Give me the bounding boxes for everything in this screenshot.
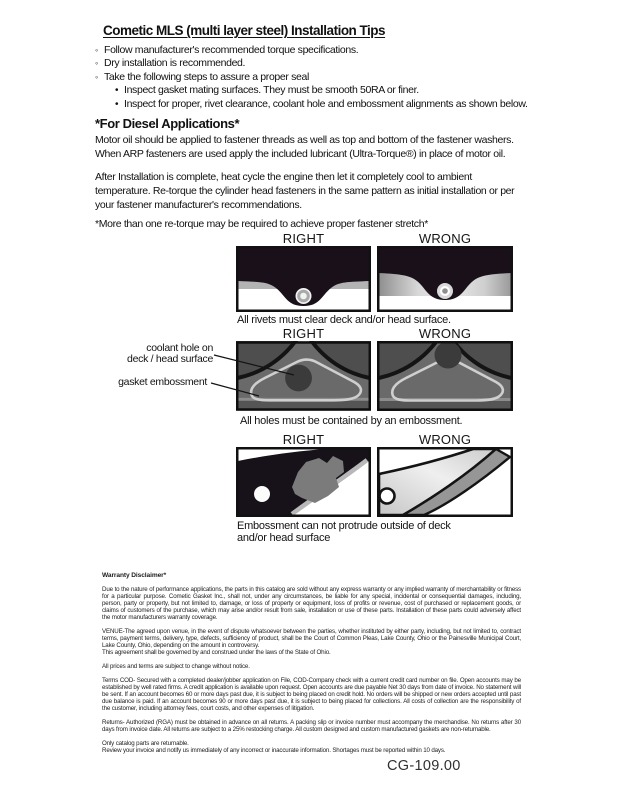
coolant-hole <box>435 342 462 369</box>
legal-paragraph: Review your invoice and notify us immediately of any incorrect or inaccurate information. Shortages must be reported within 10 days. <box>102 747 446 754</box>
tip-text: Follow manufacturer's recommended torque specifications. <box>104 44 359 56</box>
tip-text: Dry installation is recommended. <box>104 57 246 70</box>
coolant-hole <box>285 365 312 392</box>
embossment-right-diagram <box>236 447 371 517</box>
bolt-hole <box>254 486 270 502</box>
rivet-interference-illustration <box>377 246 513 312</box>
legal-paragraph: Only catalog parts are returnable. <box>102 740 189 747</box>
wrong-label: WRONG <box>418 326 472 341</box>
rivet-caption: All rivets must clear deck and/or head surface. <box>237 314 451 326</box>
coolant-hole-label: coolant hole on deck / head surface <box>127 342 213 366</box>
tip-text: Inspect for proper, rivet clearance, coolant hole and embossment alignments as shown below. <box>124 97 528 110</box>
coolant-hole-contained-illustration <box>236 341 371 411</box>
diesel-applications-heading: *For Diesel Applications* <box>95 116 240 131</box>
wrong-label: WRONG <box>418 432 472 447</box>
bullet-icon: ◦ <box>95 58 98 69</box>
bullet-icon: ◦ <box>95 71 98 82</box>
embossment-inside-illustration <box>236 447 371 517</box>
list-item <box>115 84 535 97</box>
legal-paragraph: Due to the nature of performance applications, the parts in this catalog are sold without any express warranty or any implied warranty of merchantability or fitness for a particular purpose. Cometic Gasket Inc., shall not, under any circumstances, be liable for any special, incidental or consequential damages, including, person, party or property, but not limited to, damage, or loss of property or equipment, loss of profits or revenue, cost of purchased or replacement goods, or claims of customers of the purchase, which may arise and/or result from sale, installation or use of these parts. Installation of these parts could adversely affect the motor manufacturers warranty coverage. <box>102 586 521 621</box>
rivet-right-diagram <box>236 246 371 312</box>
diesel-paragraph: Motor oil should be applied to fastener threads as well as top and bottom of the fastener washers. When ARP fasteners are used apply the included lubricant (Ultra-Torque®) in place of motor oil. <box>95 134 514 160</box>
sub-bullet-icon: • <box>115 85 119 97</box>
list-item <box>95 57 535 70</box>
legal-paragraph: This agreement shall be governed by and construed under the laws of the State of Ohio. <box>102 649 331 656</box>
tip-text: Take the following steps to assure a proper seal <box>104 70 309 83</box>
legal-paragraph: Terms COD- Secured with a completed dealer/jobber application on File, COD-Company check with a current credit card number on file. Open accounts may be established by well rated firms. A credit application is available upon request. Open accounts are due payable Net 30 days from date of invoice. No statement will be sent. If an account becomes 60 or more days past due, it is subject to being placed on credit hold. No orders will be shipped or new orders accepted until past due balance is paid. If an account becomes 90 or more days past due, it is subject to being placed for collections. All costs of collection are the responsibility of the customer, including attorney fees, court costs, and other expenses of litigation. <box>102 677 521 712</box>
diesel-paragraph: After Installation is complete, heat cycle the engine then let it completely cool to ambient temperature. Re-torque the cylinder head fasteners in the same pattern as initial installation or per your fastener manufacturer's recommendations. <box>95 171 515 211</box>
embossment-caption: Embossment can not protrude outside of deck and/or head surface <box>237 520 451 545</box>
retorque-note: *More than one re-torque may be required to achieve proper fastener stretch* <box>95 218 428 230</box>
legal-paragraph: Returns- Authorized (RGA) must be obtained in advance on all returns. A packing slip or invoice number must accompany the merchandise. No returns after 30 days from invoice date. All returns are subject to a 25% restocking charge. All custom designed and custom manufactured gaskets are non-returnable. <box>102 719 521 733</box>
installation-tips-list <box>95 44 535 111</box>
coolant-hole-outside-illustration <box>377 341 513 411</box>
tip-text: Inspect gasket mating surfaces. They must be smooth 50RA or finer. <box>124 84 419 97</box>
legal-paragraph: All prices and terms are subject to change without notice. <box>102 663 250 670</box>
list-item <box>115 98 535 111</box>
list-item <box>95 44 535 57</box>
bolt-hole <box>380 489 395 504</box>
embossment-wrong-diagram <box>377 447 513 517</box>
embossment-protruding-illustration <box>377 447 513 517</box>
right-label: RIGHT <box>282 326 325 341</box>
warranty-disclaimer-section <box>102 572 521 761</box>
holes-caption: All holes must be contained by an embossment. <box>240 415 463 427</box>
right-label: RIGHT <box>282 231 325 246</box>
legal-paragraph: VENUE-The agreed upon venue, in the event of dispute whatsoever between the parties, whether instituted by either party, including, but not limited to, contract terms, payment terms, delivery, type, defects, sufficiency of product, shall be the Court of Common Pleas, Lake County, Ohio or the Painesville Municipal Court, Lake County, Ohio, depending on the amount in controversy. <box>102 628 521 649</box>
holes-wrong-diagram <box>377 341 513 411</box>
gasket-embossment-label: gasket embossment <box>118 376 207 388</box>
catalog-page-code: CG-109.00 <box>387 758 461 774</box>
holes-right-diagram <box>236 341 371 411</box>
warranty-disclaimer-heading: Warranty Disclaimer* <box>102 572 167 579</box>
wrong-label: WRONG <box>418 231 472 246</box>
right-label: RIGHT <box>282 432 325 447</box>
sub-bullet-icon: • <box>115 98 119 110</box>
rivet-wrong-diagram <box>377 246 513 312</box>
bullet-icon: ◦ <box>95 45 98 55</box>
rivet-clear-illustration <box>236 246 371 312</box>
list-item <box>95 71 535 84</box>
page-title: Cometic MLS (multi layer steel) Installation Tips <box>103 23 386 38</box>
